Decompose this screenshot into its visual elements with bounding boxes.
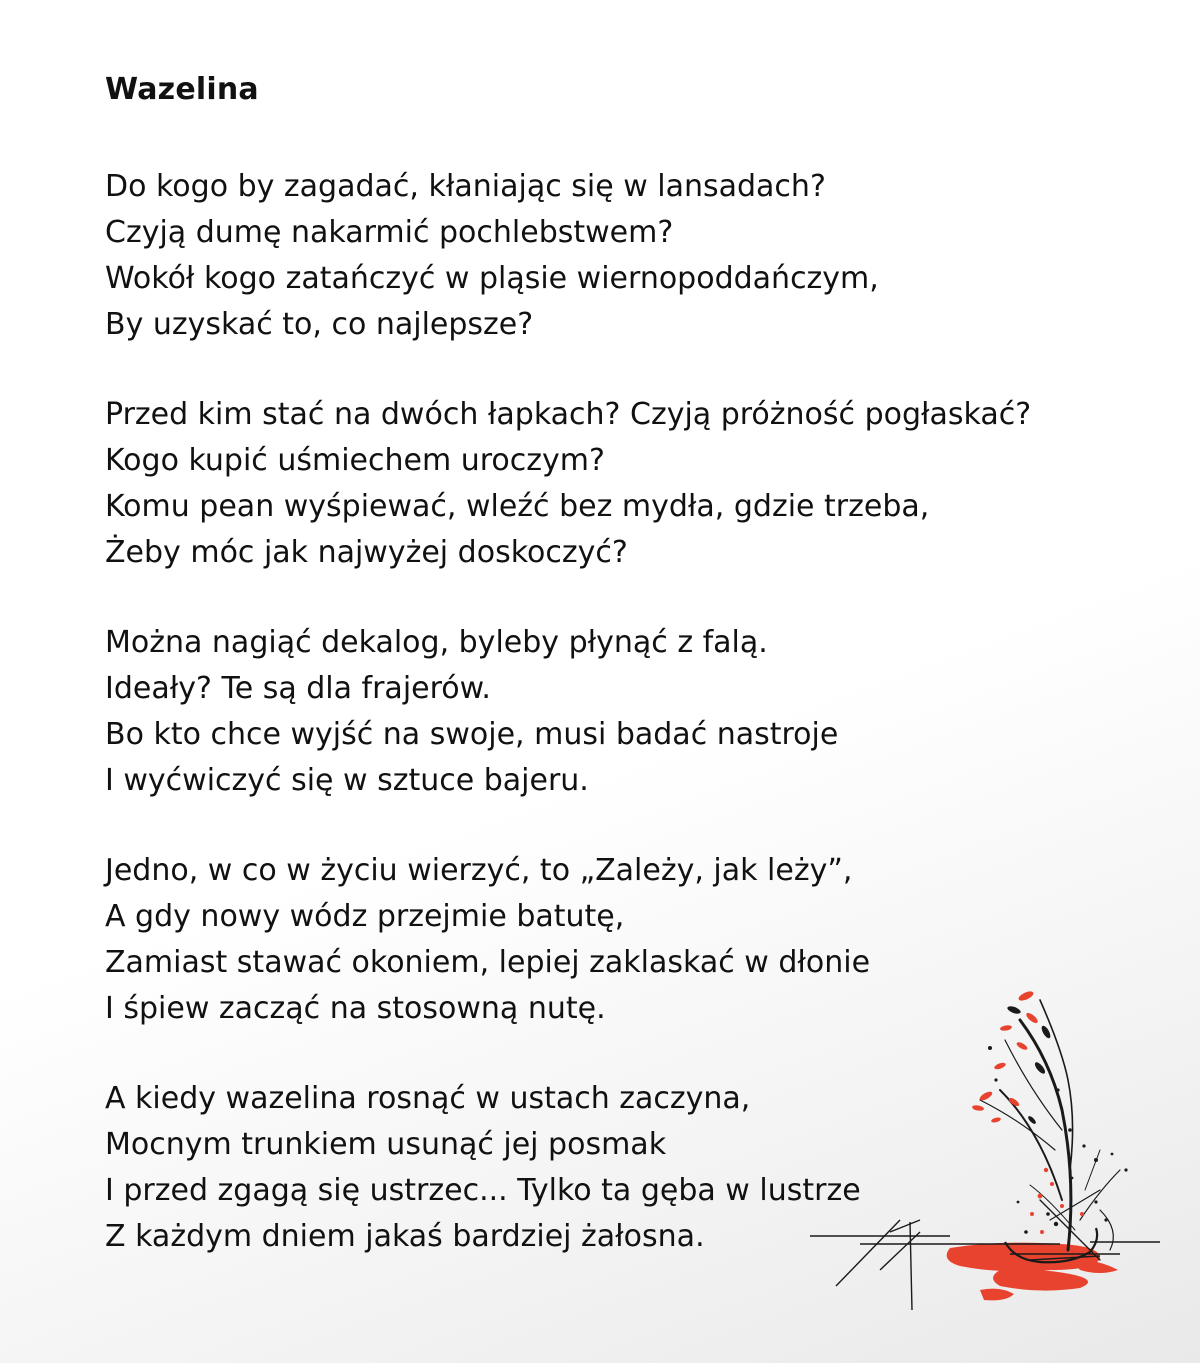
stanza-3 [105, 620, 1145, 804]
poem-line: A kiedy wazelina rosnąć w ustach zaczyna, [105, 1081, 751, 1116]
poem-line: A gdy nowy wódz przejmie batutę, [105, 899, 625, 934]
poem-line: Zamiast stawać okoniem, lepiej zaklaskać w dłonie [105, 945, 871, 980]
poem-line: Do kogo by zagadać, kłaniając się w lansadach? [105, 169, 826, 204]
poem-line: Jedno, w co w życiu wierzyć, to „Zależy, jak leży”, [105, 853, 853, 888]
poem-line: Z każdym dniem jakaś bardziej żałosna. [105, 1219, 705, 1254]
poem-line: I wyćwiczyć się w sztuce bajeru. [105, 763, 589, 798]
speckles [988, 1046, 1128, 1234]
poem-line: By uzyskać to, co najlepsze? [105, 307, 534, 342]
stanza-1 [105, 164, 1145, 348]
poem-title: Wazelina [105, 72, 259, 107]
poem-line: I przed zgagą się ustrzec... Tylko ta gęba w lustrze [105, 1173, 861, 1208]
poem-line: Żeby móc jak najwyżej doskoczyć? [105, 535, 628, 570]
branches [980, 1000, 1120, 1260]
poem-line: Mocnym trunkiem usunąć jej posmak [105, 1127, 667, 1162]
poem-line: Komu pean wyśpiewać, wleźć bez mydła, gdzie trzeba, [105, 489, 930, 524]
poem-line: I śpiew zacząć na stosowną nutę. [105, 991, 606, 1026]
poem-line: Bo kto chce wyjść na swoje, musi badać nastroje [105, 717, 839, 752]
poem-line: Czyją dumę nakarmić pochlebstwem? [105, 215, 674, 250]
poem-line: Przed kim stać na dwóch łapkach? Czyją próżność pogłaskać? [105, 397, 1032, 432]
poem-line: Kogo kupić uśmiechem uroczym? [105, 443, 605, 478]
stanza-2 [105, 392, 1145, 576]
poem-line: Można nagiąć dekalog, byleby płynąć z falą. [105, 625, 768, 660]
poem-line: Wokół kogo zatańczyć w pląsie wiernopoddańczym, [105, 261, 879, 296]
poem-line: Ideały? Te są dla frajerów. [105, 671, 491, 706]
leaves [972, 989, 1052, 1125]
ink-tree-icon [800, 970, 1180, 1320]
